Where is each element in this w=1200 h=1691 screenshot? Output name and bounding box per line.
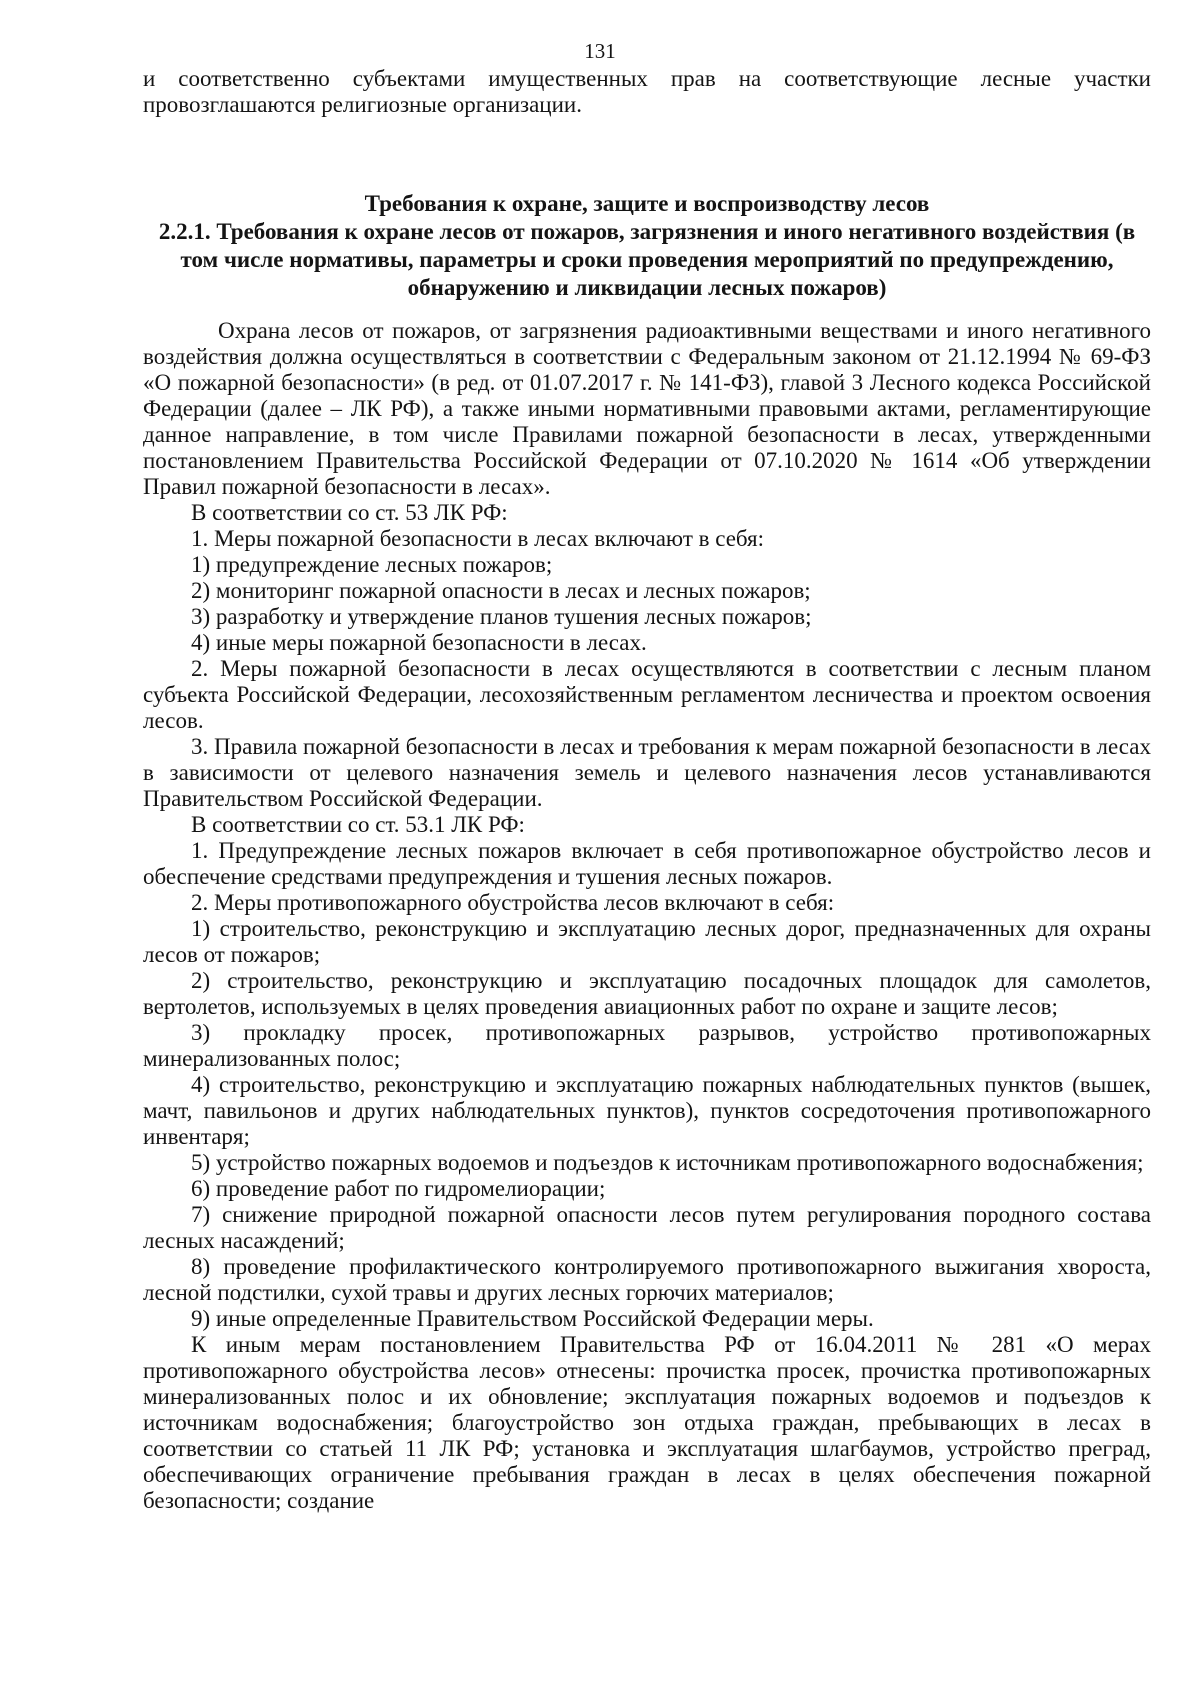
list-item: 2) строительство, реконструкцию и эксплуатацию посадочных площадок для самолетов, вертолетов, используемых в целях проведения авиационных работ по охране и защите лесов; [143,968,1151,1019]
paragraph-art531-intro: В соответствии со ст. 53.1 ЛК РФ: [191,812,525,837]
list-item: 1) строительство, реконструкцию и эксплуатацию лесных дорог, предназначенных для охраны лесов от пожаров; [143,916,1151,967]
opening-paragraph: и соответственно субъектами имущественных прав на соответствующие лесные участки провозглашаются религиозные организации. [143,66,1151,117]
list-item: 5) устройство пожарных водоемов и подъездов к источникам противопожарного водоснабжения; [191,1150,1144,1175]
list-item: 2) мониторинг пожарной опасности в лесах и лесных пожаров; [191,578,811,603]
section-title: Требования к охране, защите и воспроизводству лесов [364,191,930,216]
list-item: 3) прокладку просек, противопожарных разрывов, устройство противопожарных минерализованных полос; [143,1020,1151,1071]
paragraph-art53-intro: В соответствии со ст. 53 ЛК РФ: [191,500,508,525]
page-content [143,66,1151,1514]
list-item: 4) иные меры пожарной безопасности в лесах. [191,630,647,655]
paragraph-art531-p1: 1. Предупреждение лесных пожаров включает в себя противопожарное обустройство лесов и обеспечение средствами предупреждения и тушения лесных пожаров. [143,838,1151,889]
list-item: 6) проведение работ по гидромелиорации; [191,1176,606,1201]
section-headings [143,190,1151,302]
paragraph-intro: Охрана лесов от пожаров, от загрязнения радиоактивными веществами и иного негативного воздействия должна осуществляться в соответствии с Федеральным законом от 21.12.1994 № 69-ФЗ «О пожарной безопасности» (в ред. от 01.07.2017 г. № 141-ФЗ), главой 3 Лесного кодекса Российской Федерации (далее – ЛК РФ), а также иными нормативными правовыми актами, регламентирующие данное направление, в том числе Правилами пожарной безопасности в лесах, утвержденными постановлением Правительства Российской Федерации от 07.10.2020 № 1614 «Об утверждении Правил пожарной безопасности в лесах». [143,318,1151,499]
list-item: 3) разработку и утверждение планов тушения лесных пожаров; [191,604,812,629]
list-item: 9) иные определенные Правительством Российской Федерации меры. [191,1306,874,1331]
page-number: 131 [584,39,616,63]
subsection-title: 2.2.1. Требования к охране лесов от пожаров, загрязнения и иного негативного воздействия (в том числе нормативы, параметры и сроки проведения мероприятий по предупреждению, обнаружению и ликвидации лесных пожаров) [158,219,1136,300]
paragraph-art53-p3: 3. Правила пожарной безопасности в лесах и требования к мерам пожарной безопасности в лесах в зависимости от целевого назначения земель и целевого назначения лесов устанавливаются Правительством Российской Федерации. [143,734,1151,811]
list-item: 4) строительство, реконструкцию и эксплуатацию пожарных наблюдательных пунктов (вышек, мачт, павильонов и других наблюдательных пунктов), пунктов сосредоточения противопожарного инвентаря; [143,1072,1151,1149]
list-item: 1) предупреждение лесных пожаров; [191,552,553,577]
paragraph-art531-p2: 2. Меры противопожарного обустройства лесов включают в себя: [191,890,835,915]
paragraph-other-measures: К иным мерам постановлением Правительства РФ от 16.04.2011 № 281 «О мерах противопожарного обустройства лесов» отнесены: прочистка просек, прочистка противопожарных минерализованных полос и их обновление; эксплуатация пожарных водоемов и подъездов к источникам водоснабжения; благоустройство зон отдыха граждан, пребывающих в лесах в соответствии со статьей 11 ЛК РФ; установка и эксплуатация шлагбаумов, устройство преград, обеспечивающих ограничение пребывания граждан в лесах в целях обеспечения пожарной безопасности; создание [143,1332,1151,1513]
list-item: 8) проведение профилактического контролируемого противопожарного выжигания хвороста, лесной подстилки, сухой травы и других лесных горючих материалов; [143,1254,1151,1305]
paragraph-art53-p1: 1. Меры пожарной безопасности в лесах включают в себя: [191,526,765,551]
paragraph-art53-p2: 2. Меры пожарной безопасности в лесах осуществляются в соответствии с лесным планом субъекта Российской Федерации, лесохозяйственным регламентом лесничества и проектом освоения лесов. [143,656,1151,733]
list-item: 7) снижение природной пожарной опасности лесов путем регулирования породного состава лесных насаждений; [143,1202,1151,1253]
